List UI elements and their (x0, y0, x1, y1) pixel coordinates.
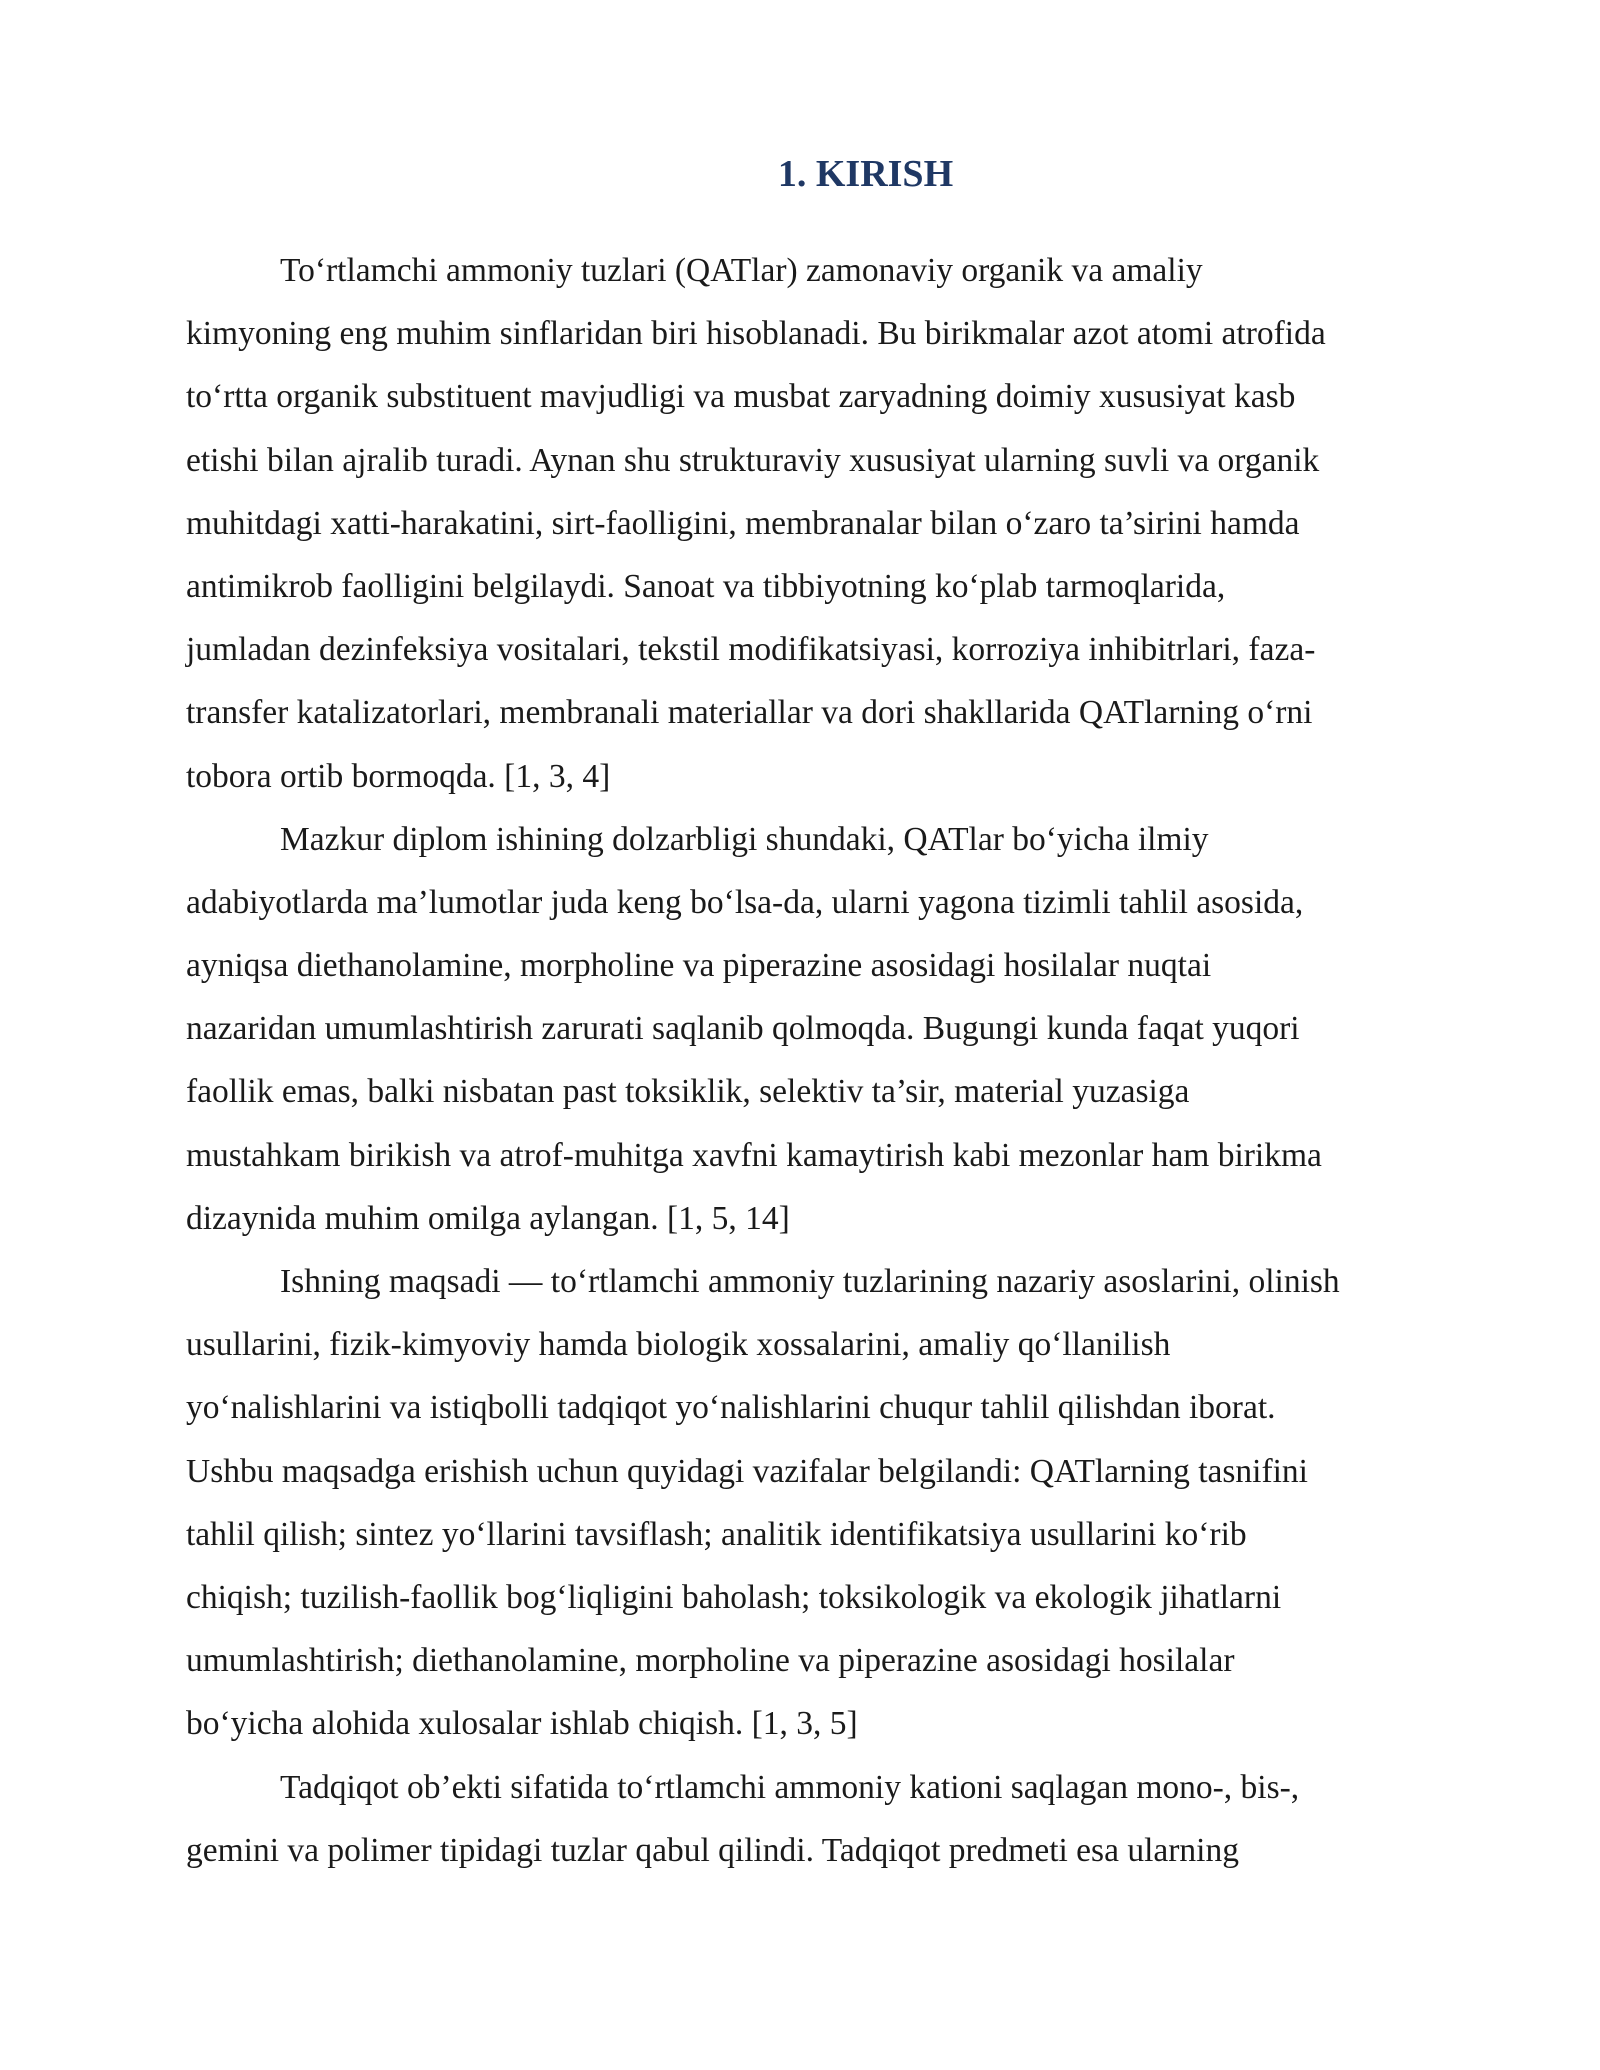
text-line: antimikrob faolligini belgilaydi. Sanoat va tibbiyotning ko‘plab tarmoqlarida, (186, 567, 1226, 605)
paragraph-object (186, 1756, 1441, 1882)
text-line: chiqish; tuzilish-faollik bog‘liqligini baholash; toksikologik va ekologik jihatlarni (186, 1578, 1282, 1616)
text-line: bo‘yicha alohida xulosalar ishlab chiqish. [1, 3, 5] (186, 1705, 858, 1743)
text-line: gemini va polimer tipidagi tuzlar qabul qilindi. Tadqiqot predmeti esa ularning (186, 1831, 1239, 1869)
text-line: yo‘nalishlarini va istiqbolli tadqiqot yo‘nalishlarini chuqur tahlil qilishdan iborat. (186, 1389, 1276, 1427)
paragraph-relevance (186, 808, 1441, 1250)
text-line: dizaynida muhim omilga aylangan. [1, 5, 14] (186, 1199, 790, 1237)
text-line: umumlashtirish; diethanolamine, morpholine va piperazine asosidagi hosilalar (186, 1642, 1235, 1680)
text-line: tahlil qilish; sintez yo‘llarini tavsiflash; analitik identifikatsiya usullarini ko‘rib (186, 1515, 1247, 1553)
text-line: nazaridan umumlashtirish zarurati saqlanib qolmoqda. Bugungi kunda faqat yuqori (186, 1010, 1300, 1048)
text-line: usullarini, fizik-kimyoviy hamda biologik xossalarini, amaliy qo‘llanilish (186, 1326, 1171, 1364)
text-line: adabiyotlarda ma’lumotlar juda keng bo‘lsa-da, ularni yagona tizimli tahlil asosida, (186, 883, 1304, 921)
text-line: ayniqsa diethanolamine, morpholine va piperazine asosidagi hosilalar nuqtai (186, 947, 1212, 985)
text-line: Mazkur diplom ishining dolzarbligi shundaki, QATlar bo‘yicha ilmiy (280, 820, 1209, 858)
text-line: mustahkam birikish va atrof-muhitga xavfni kamaytirish kabi mezonlar ham birikma (186, 1136, 1322, 1174)
text-line: Ishning maqsadi — to‘rtlamchi ammoniy tuzlarining nazariy asoslarini, olinish (280, 1263, 1340, 1300)
text-line: to‘rtta organik substituent mavjudligi va musbat zaryadning doimiy xususiyat kasb (186, 378, 1296, 416)
text-line: faollik emas, balki nisbatan past toksiklik, selektiv ta’sir, material yuzasiga (186, 1073, 1190, 1111)
text-line: kimyoning eng muhim sinflaridan biri hisoblanadi. Bu birikmalar azot atomi atrofida (186, 315, 1326, 353)
paragraph-goal (186, 1250, 1441, 1756)
text-line: Ushbu maqsadga erishish uchun quyidagi vazifalar belgilandi: QATlarning tasnifini (186, 1452, 1308, 1490)
text-line: muhitdagi xatti-harakatini, sirt-faolligini, membranalar bilan o‘zaro ta’sirini hamda (186, 504, 1300, 542)
section-heading: 1. KIRISH (777, 153, 954, 195)
body-text (186, 239, 1441, 1882)
text-line: jumladan dezinfeksiya vositalari, tekstil modifikatsiyasi, korroziya inhibitrlari, faza- (186, 631, 1316, 669)
text-line: transfer katalizatorlari, membranali materiallar va dori shakllarida QATlarning o‘rni (186, 694, 1313, 732)
text-line: tobora ortib bormoqda. [1, 3, 4] (186, 757, 611, 795)
paragraph-relevance-intro (186, 239, 1441, 808)
text-line: To‘rtlamchi ammoniy tuzlari (QATlar) zamonaviy organik va amaliy (280, 252, 1203, 289)
text-line: Tadqiqot ob’ekti sifatida to‘rtlamchi ammoniy kationi saqlagan mono-, bis-, (280, 1768, 1300, 1806)
text-line: etishi bilan ajralib turadi. Aynan shu strukturaviy xususiyat ularning suvli va organik (186, 441, 1320, 479)
